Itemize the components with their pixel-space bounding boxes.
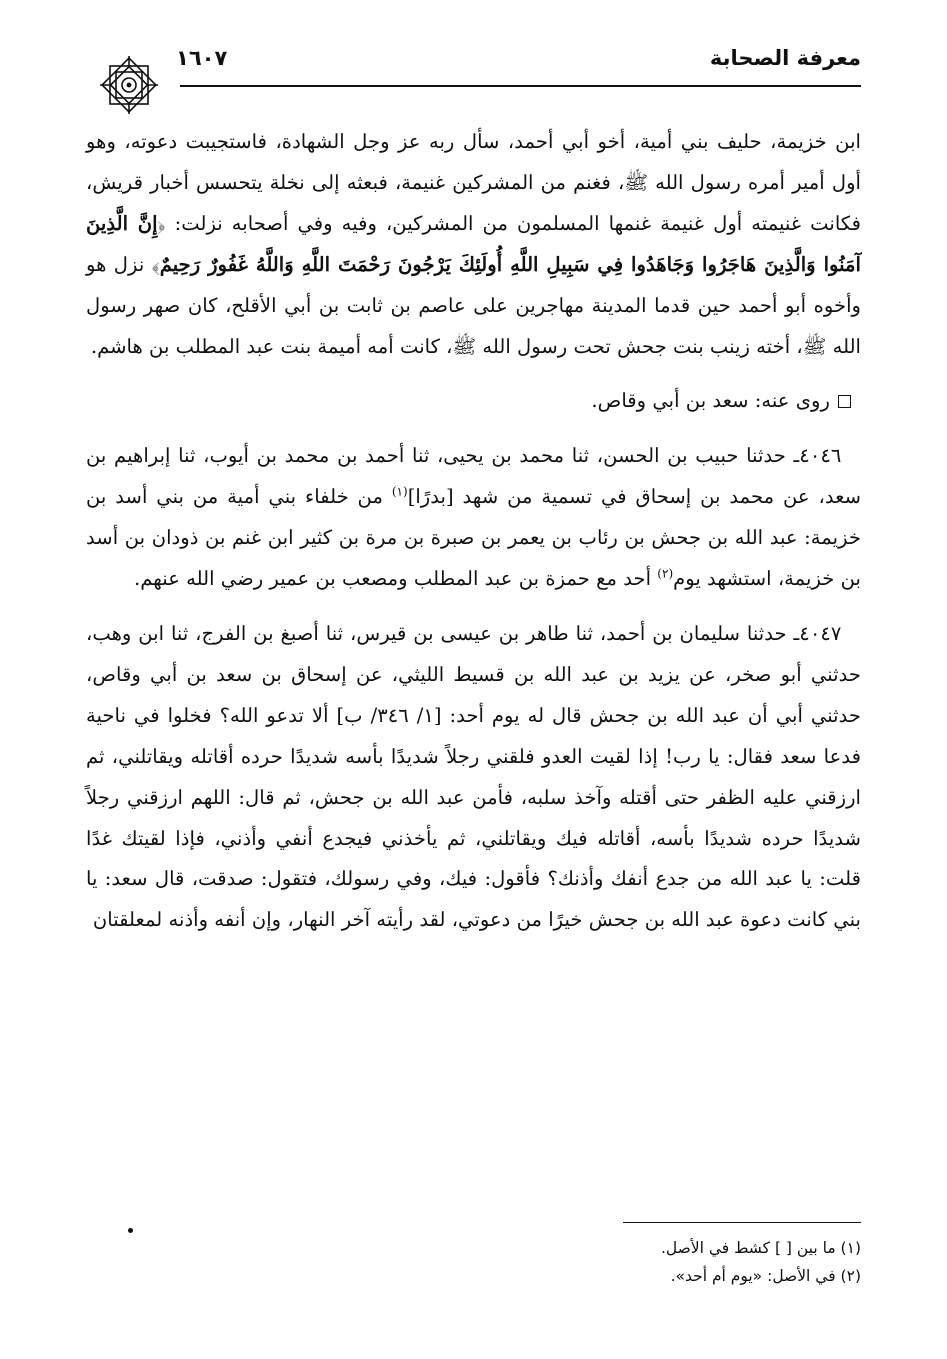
- main-text: [86, 122, 861, 941]
- footnotes: [361, 1234, 861, 1290]
- hadith-number: ٤٠٤٦: [799, 444, 842, 468]
- quran-verse: إِنَّ الَّذِينَ آمَنُوا وَالَّذِينَ هَاجَرُوا وَجَاهَدُوا فِي سَبِيلِ اللَّهِ أُولَئِكَ يَرْجُونَ رَحْمَتَ اللَّهِ وَاللَّهُ غَفُورٌ رَحِيمٌ: [86, 211, 861, 276]
- footnote-rule: [623, 1222, 861, 1223]
- header-rule: [180, 85, 861, 87]
- hadith-text: ـ حدثنا سليمان بن أحمد، ثنا طاهر بن عيسى بن قيرس، ثنا أصبغ بن الفرج، ثنا ابن وهب، حدثني أبو صخر، عن يزيد بن عبد الله بن قسيط الليثي، عن إسحاق بن سعد بن أبي وقاص، حدثني أبي أن عبد الله بن جحش قال له يوم أحد: [١/ ٣٤٦/ ب] ألا تدعو الله؟ فخلوا في ناحية فدعا سعد فقال: يا رب! إذا لقيت العدو فلقني رجلاً شديدًا بأسه شديدًا حرده أقاتله ويقاتلني، ثم ارزقني عليه الظفر حتى أقتله وآخذ سلبه، فأمن عبد الله بن جحش، ثم قال: اللهم ارزقني رجلاً شديدًا حرده شديدًا بأسه، أقاتله فيك ويقاتلني، ثم يأخذني فيجدع أنفي وأذني، فإذا لقيتك غدًا قلت: يا عبد الله من جدع أنفك وأذنك؟ فأقول: فيك، وفي رسولك، فتقول: صدقت، قال سعد: يا بني كانت دعوة عبد الله بن جحش خيرًا من دعوتي، لقد رأيته آخر النهار، وإن أنفه وأذنه لمعلقتان: [86, 621, 861, 932]
- hadith-text: من خلفاء بني أمية من بني أسد بن خزيمة: عبد الله بن جحش بن رئاب بن يعمر بن صبرة بن مرة بن كثير ابن غنم بن ذودان بن أسد بن خزيمة، استشهد يوم: [86, 485, 861, 591]
- hadith-4046: [86, 436, 861, 600]
- hadith-text: أحد مع حمزة بن عبد المطلب ومصعب بن عمير رضي الله عنهم.: [133, 567, 658, 591]
- hadith-text: ـ حدثنا حبيب بن الحسن، ثنا محمد بن يحيى، ثنا أحمد بن محمد بن أيوب، ثنا إبراهيم بن سعد، عن محمد بن إسحاق في تسمية من شهد [بدرًا]: [86, 444, 861, 509]
- footnote-marker: (١): [391, 484, 408, 499]
- page-header: [110, 44, 861, 84]
- footnote-1: (١) ما بين [ ] كشط في الأصل.: [660, 1239, 861, 1257]
- running-title: معرفة الصحابة: [709, 46, 861, 70]
- footnote-2: (٢) في الأصل: «يوم أم أحد».: [670, 1267, 861, 1285]
- footnote-marker: (٢): [657, 566, 674, 581]
- page-number: ١٦٠٧: [176, 46, 228, 70]
- hadith-number: ٤٠٤٧: [799, 621, 842, 645]
- biography-text-start: ابن خزيمة، حليف بني أمية، أخو أبي أحمد، سأل ربه عز وجل الشهادة، فاستجيبت دعوته، وهو أول أمير أمره رسول الله ﷺ، فغنم من المشركين غنيمة، فبعثه إلى نخلة يتحسس أخبار قريش، فكانت غنيمته أول غنيمة غنمها المسلمون من المشركين، وفيه وفي أصحابه نزلت: ﴿: [86, 130, 861, 235]
- square-bullet-icon: [838, 395, 851, 408]
- margin-dot: [128, 1228, 133, 1233]
- octagram-ornament-icon: [96, 52, 162, 118]
- biography-text-end: ﴾ نزل هو وأخوه أبو أحمد حين قدما المدينة مهاجرين على عاصم بن ثابت بن أبي الأقلح، كان صهر رسول الله ﷺ، أخته زينب بنت جحش تحت رسول الله ﷺ، كانت أمه أميمة بنت عبد المطلب بن هاشم.: [86, 252, 861, 358]
- hadith-4047: [86, 614, 861, 941]
- narrator-line: [86, 381, 861, 422]
- biography-paragraph: [86, 122, 861, 367]
- narrator-text: روى عنه: سعد بن أبي وقاص.: [591, 389, 830, 413]
